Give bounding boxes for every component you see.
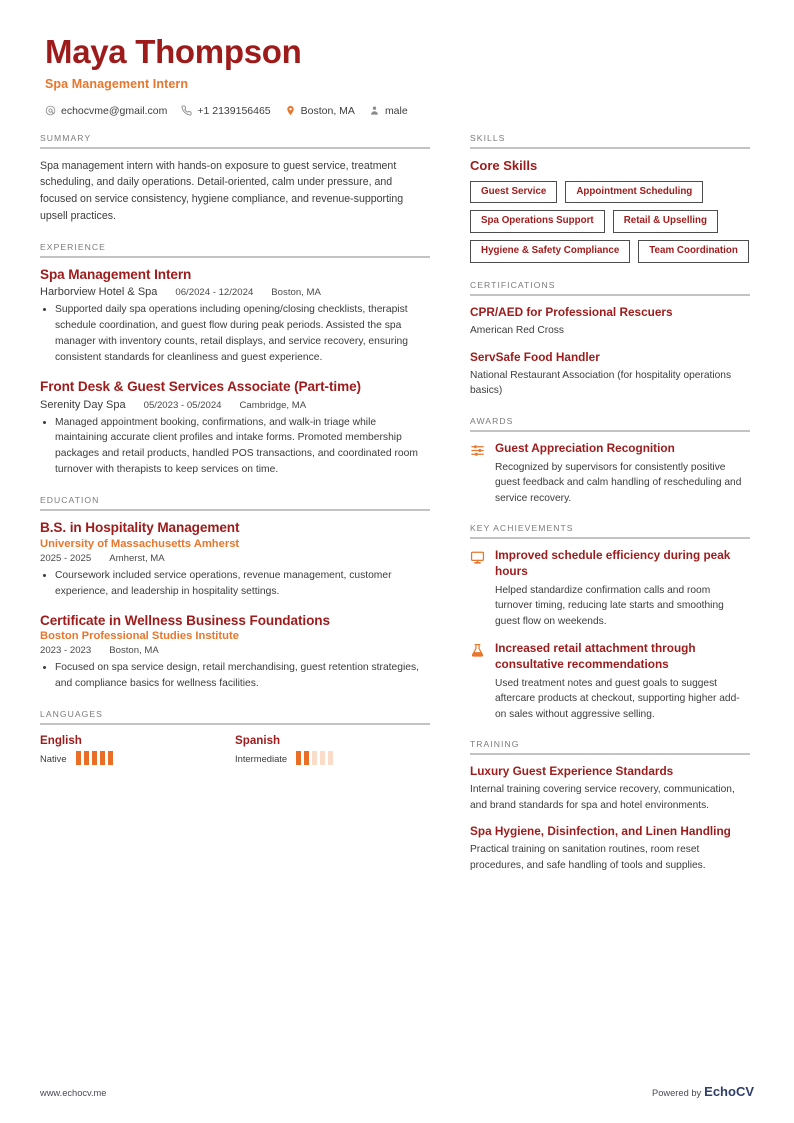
location-pin-icon — [285, 105, 296, 116]
section-heading-certifications: CERTIFICATIONS — [470, 280, 556, 291]
monitor-icon — [470, 548, 486, 570]
section-heading-experience: EXPERIENCE — [40, 241, 106, 252]
skill-tag[interactable]: Appointment Scheduling — [565, 181, 703, 204]
skills-group-title: Core Skills — [470, 157, 538, 173]
language-level-bars — [76, 751, 113, 765]
section-training — [470, 739, 750, 873]
certification-title: ServSafe Food Handler — [470, 349, 600, 364]
experience-meta — [40, 286, 430, 298]
training-description: Internal training covering service recovery, communication, and brand standards for spa and hotel environments. — [470, 784, 735, 811]
level-bar — [312, 751, 317, 765]
skill-tag[interactable]: Hygiene & Safety Compliance — [470, 240, 630, 263]
education-location: Amherst, MA — [109, 552, 165, 564]
certification-title: CPR/AED for Professional Rescuers — [470, 305, 673, 320]
education-title: Certificate in Wellness Business Foundations — [40, 612, 330, 628]
phone-icon — [181, 105, 192, 116]
section-experience — [40, 242, 430, 479]
bullet: • Managed appointment booking, confirmations, and walk-in triage while maintaining accurate client profiles and intake forms. Promoted membership packages and retail products, handled POS transactions, and coordinated room turnover with therapists to keep services on time. — [55, 415, 430, 479]
achievement-title: Increased retail attachment through consultative recommendations — [495, 641, 696, 671]
section-certifications — [470, 280, 750, 399]
contact-location-text: Boston, MA — [300, 104, 355, 117]
certification-item — [470, 305, 750, 339]
level-bar — [320, 751, 325, 765]
experience-date: 06/2024 - 12/2024 — [175, 287, 254, 299]
education-meta — [40, 645, 430, 656]
divider — [40, 147, 430, 149]
level-bar — [92, 751, 97, 765]
section-heading-education: EDUCATION — [40, 495, 100, 506]
skill-tag[interactable]: Team Coordination — [638, 240, 749, 263]
training-item — [470, 824, 750, 873]
section-key-achievements — [470, 523, 750, 722]
education-school: University of Massachusetts Amherst — [40, 537, 240, 550]
email-icon — [45, 105, 56, 116]
achievement-body — [495, 641, 750, 722]
experience-location: Cambridge, MA — [239, 399, 307, 411]
achievement-item — [470, 548, 750, 629]
level-bar — [100, 751, 105, 765]
language-item — [235, 734, 430, 765]
section-awards — [470, 416, 750, 506]
achievement-item — [470, 641, 750, 722]
experience-title: Spa Management Intern — [40, 266, 192, 282]
experience-org: Harborview Hotel & Spa — [40, 286, 158, 299]
award-title: Guest Appreciation Recognition — [495, 440, 675, 455]
award-description: Recognized by supervisors for consistently positive guest feedback and calm handling of rescheduling and service recovery. — [495, 462, 742, 504]
divider — [40, 256, 430, 258]
certification-issuer: American Red Cross — [470, 325, 564, 337]
education-meta — [40, 553, 430, 564]
section-heading-awards: AWARDS — [470, 415, 514, 426]
experience-title: Front Desk & Guest Services Associate (Part-time) — [40, 378, 361, 394]
section-summary — [40, 133, 430, 225]
training-description: Practical training on sanitation routines, room reset procedures, and safe handling of tools and supplies. — [470, 844, 706, 871]
contact-bar — [45, 105, 754, 117]
page-footer — [40, 1084, 754, 1099]
language-list — [40, 734, 430, 765]
language-name: Spanish — [235, 734, 281, 748]
achievement-title: Improved schedule efficiency during peak hours — [495, 548, 731, 578]
training-title: Spa Hygiene, Disinfection, and Linen Handling — [470, 823, 731, 838]
level-bar — [108, 751, 113, 765]
contact-email[interactable] — [45, 105, 167, 117]
person-icon — [369, 105, 380, 116]
experience-item — [40, 379, 430, 478]
level-bar — [328, 751, 333, 765]
language-name: English — [40, 734, 82, 748]
section-education — [40, 495, 430, 692]
footer-url[interactable]: www.echocv.me — [40, 1088, 107, 1098]
skill-tag[interactable]: Retail & Upselling — [613, 210, 718, 233]
contact-location — [285, 105, 355, 117]
education-title: B.S. in Hospitality Management — [40, 520, 240, 536]
experience-org: Serenity Day Spa — [40, 398, 126, 411]
footer-branding — [652, 1084, 754, 1099]
award-body — [495, 441, 750, 506]
experience-item — [40, 267, 430, 366]
language-level: Native — [40, 752, 67, 764]
language-proficiency — [235, 751, 430, 765]
job-role-subtitle: Spa Management Intern — [45, 76, 189, 91]
skill-tag[interactable]: Spa Operations Support — [470, 210, 605, 233]
bullet: • Focused on spa service design, retail merchandising, guest retention strategies, and compliance basics for wellness facilities. — [55, 660, 430, 692]
language-level-bars — [296, 751, 333, 765]
contact-phone-text: +1 2139156465 — [197, 104, 271, 117]
resume-header — [40, 34, 754, 117]
section-heading-skills: SKILLS — [470, 132, 506, 143]
left-column — [40, 133, 430, 783]
education-bullets — [40, 660, 430, 692]
contact-gender — [369, 105, 408, 117]
skill-tag[interactable]: Guest Service — [470, 181, 557, 204]
education-bullets — [40, 568, 430, 600]
education-location: Boston, MA — [109, 645, 159, 657]
education-item — [40, 613, 430, 692]
page-title: Maya Thompson — [45, 33, 302, 70]
divider — [40, 509, 430, 511]
divider — [470, 537, 750, 539]
level-bar — [76, 751, 81, 765]
certification-issuer: National Restaurant Association (for hospitality operations basics) — [470, 369, 732, 397]
footer-powered-by-label: Powered by — [652, 1088, 702, 1098]
section-heading-training: TRAINING — [470, 739, 520, 750]
achievement-body — [495, 548, 750, 629]
experience-date: 05/2023 - 05/2024 — [143, 399, 222, 411]
section-heading-languages: LANGUAGES — [40, 709, 103, 720]
contact-phone[interactable] — [181, 105, 270, 117]
skill-tag-list — [470, 181, 750, 263]
education-date: 2025 - 2025 — [40, 552, 92, 564]
summary-text: Spa management intern with hands-on exposure to guest service, treatment scheduling, and daily operations. Detail-oriented, calm under pressure, and focused on service consistency, hygiene compliance, and revenue-supporting upsell practices. — [40, 159, 404, 222]
experience-bullets — [40, 415, 430, 479]
brand-name: EchoCV — [704, 1084, 754, 1099]
divider — [470, 430, 750, 432]
experience-meta — [40, 399, 430, 411]
flask-icon — [470, 641, 486, 663]
divider — [40, 723, 430, 725]
training-item — [470, 764, 750, 813]
experience-bullets — [40, 302, 430, 366]
section-skills — [470, 133, 750, 263]
sliders-icon — [470, 441, 486, 463]
achievement-description: Helped standardize confirmation calls and room turnover timing, reducing late starts and smoothing guest flow on weekends. — [495, 585, 724, 627]
achievement-description: Used treatment notes and guest goals to suggest aftercare products at checkout, supporting higher add-on sales without aggressive selling. — [495, 678, 740, 720]
level-bar — [296, 751, 301, 765]
level-bar — [84, 751, 89, 765]
contact-gender-text: male — [384, 104, 408, 117]
divider — [470, 147, 750, 149]
divider — [470, 294, 750, 296]
bullet: • Supported daily spa operations including opening/closing checklists, therapist schedule coordination, and guest flow during peak periods. Assisted the spa manager with inventory counts, retail displays, and service recovery, ensuring consistent standards for cleanliness and guest experience. — [55, 302, 430, 366]
right-column — [470, 133, 750, 890]
section-languages — [40, 709, 430, 765]
certification-item — [470, 350, 750, 399]
language-proficiency — [40, 751, 235, 765]
training-title: Luxury Guest Experience Standards — [470, 764, 674, 779]
section-heading-key-achievements: KEY ACHIEVEMENTS — [470, 523, 574, 534]
experience-location: Boston, MA — [271, 287, 321, 299]
contact-email-text: echocvme@gmail.com — [61, 104, 168, 117]
education-school: Boston Professional Studies Institute — [40, 630, 239, 643]
divider — [470, 753, 750, 755]
education-date: 2023 - 2023 — [40, 645, 92, 657]
award-item — [470, 441, 750, 506]
language-item — [40, 734, 235, 765]
language-level: Intermediate — [235, 752, 288, 764]
education-item — [40, 520, 430, 599]
section-heading-summary: SUMMARY — [40, 132, 92, 143]
bullet: • Coursework included service operations, revenue management, customer experience, and leadership in hospitality settings. — [55, 568, 430, 600]
level-bar — [304, 751, 309, 765]
